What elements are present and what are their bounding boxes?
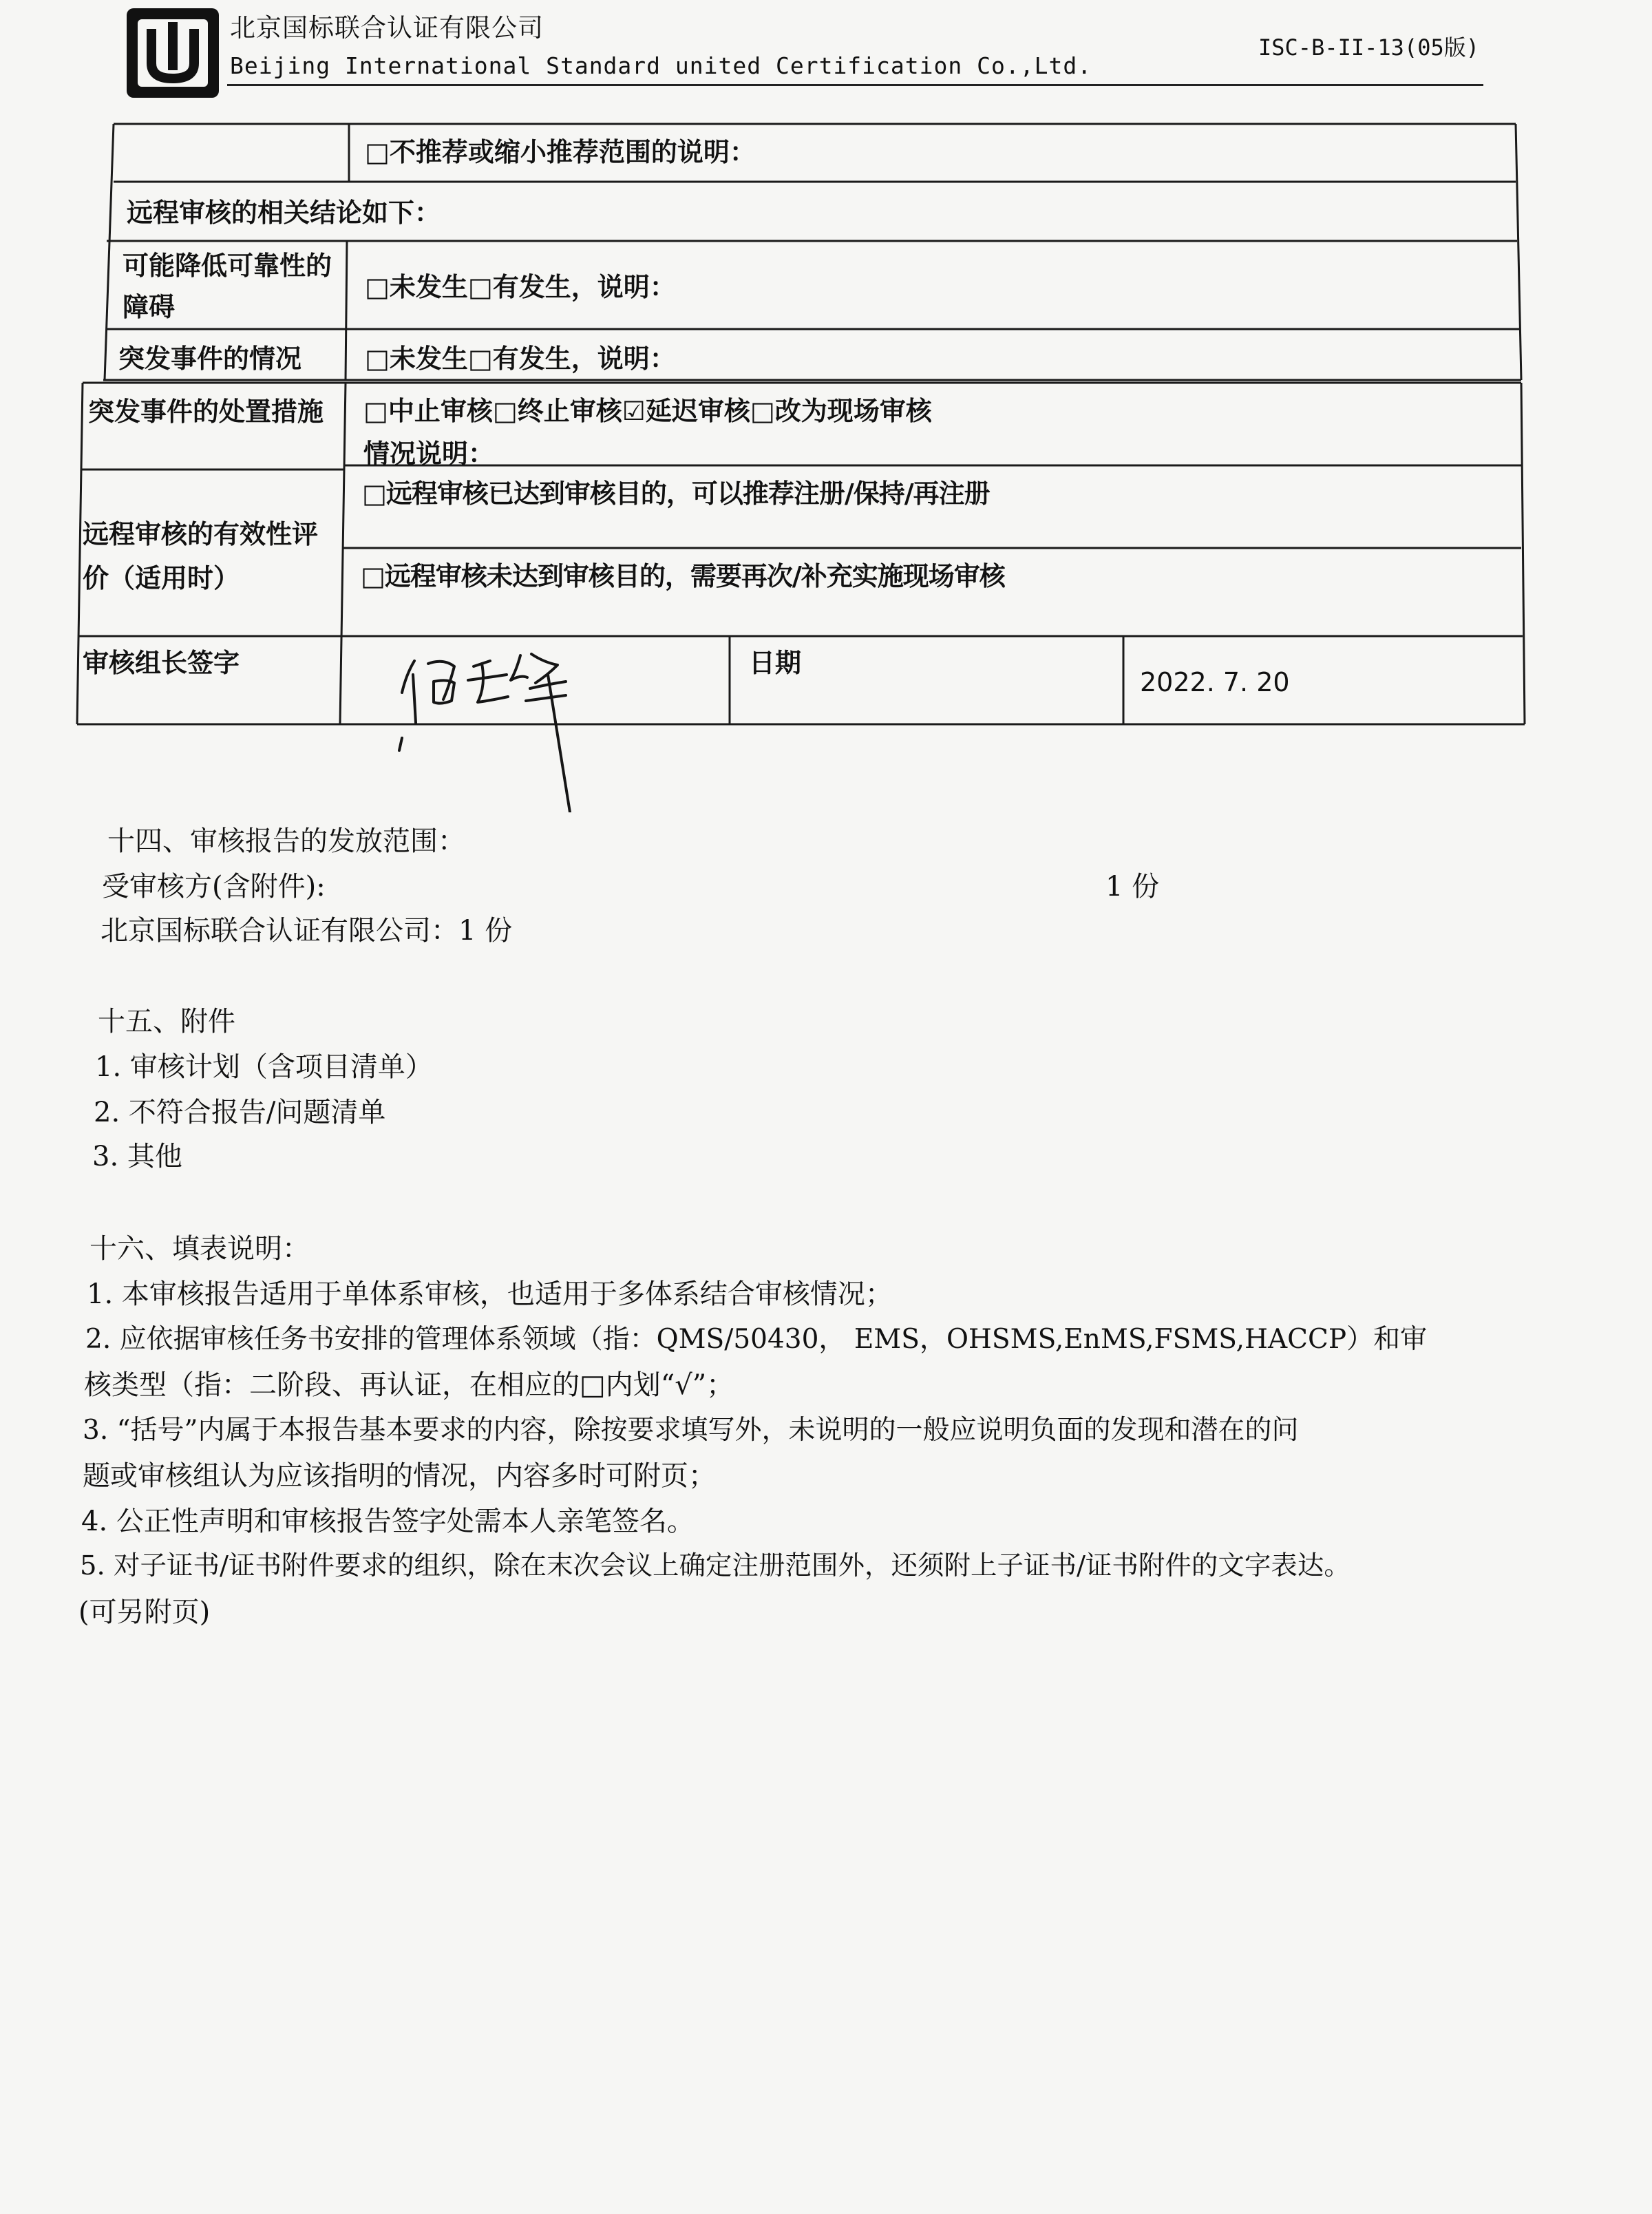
disposal-label: 突发事件的处置措施: [88, 397, 324, 427]
attachment-item: 1. 审核计划（含项目清单）: [95, 1051, 433, 1083]
company-name-en: Beijing International Standard united Certification Co.,Ltd.: [230, 52, 1092, 79]
company-logo-icon: [124, 6, 222, 101]
validity-option-1: □远程审核已达到审核目的，可以推荐注册/保持/再注册: [362, 478, 990, 509]
instruction-line: 2. 应依据审核任务书安排的管理体系领域（指：QMS/50430， EMS，OHSMS,EnMS,FSMS,HACCP）和审: [85, 1324, 1428, 1355]
instruction-line: 4. 公正性声明和审核报告签字处需本人亲笔签名。: [81, 1506, 695, 1537]
remote-conclusion-heading: 远程审核的相关结论如下：: [127, 198, 441, 228]
section14-title: 十四、审核报告的发放范围：: [107, 825, 465, 857]
reliability-label: 可能降低可靠性的障碍: [123, 251, 332, 322]
validity-option-2: □远程审核未达到审核目的，需要再次/补充实施现场审核: [361, 561, 1005, 591]
company-name-cn: 北京国标联合认证有限公司: [230, 13, 544, 43]
section15-title: 十五、附件: [98, 1006, 235, 1037]
leader-sign-label: 审核组长签字: [83, 648, 240, 678]
attachment-item: 3. 其他: [92, 1141, 182, 1172]
instruction-line: 3. “括号”内属于本报告基本要求的内容，除按要求填写外，未说明的一般应说明负面的发现和潜在的问: [83, 1415, 1299, 1446]
date-value: 2022. 7. 20: [1140, 667, 1290, 697]
instruction-line: 1. 本审核报告适用于单体系审核，也适用于多体系结合审核情况；: [87, 1278, 893, 1310]
date-label: 日期: [749, 648, 802, 678]
disposal-options: □中止审核□终止审核☑延迟审核□改为现场审核: [363, 396, 932, 426]
instruction-line: (可另附页): [78, 1596, 211, 1628]
instruction-line: 题或审核组认为应该指明的情况，内容多时可附页；: [83, 1460, 716, 1492]
section16-title: 十六、填表说明：: [89, 1233, 310, 1265]
emergency-label: 突发事件的情况: [118, 344, 302, 374]
section14-recipient-count: 1 份: [1105, 871, 1160, 903]
document-code: ISC-B-II-13(05版): [1258, 34, 1479, 61]
section14-recipient-label: 受审核方(含附件):: [102, 871, 326, 903]
instruction-line: 核类型（指：二阶段、再认证，在相应的□内划“√”；: [84, 1369, 734, 1401]
validity-label: 远程审核的有效性评价（适用时）: [83, 519, 319, 593]
attachment-item: 2. 不符合报告/问题清单: [94, 1097, 386, 1128]
section14-company-line: 北京国标联合认证有限公司：1 份: [100, 915, 513, 947]
handwritten-signature: [385, 647, 620, 812]
disposal-note: 情况说明：: [363, 439, 495, 469]
emergency-value: □未发生□有发生，说明：: [365, 344, 676, 374]
instruction-line: 5. 对子证书/证书附件要求的组织，除在末次会议上确定注册范围外，还须附上子证书/证书附件的文字表达。: [80, 1550, 1351, 1581]
reliability-value: □未发生□有发生，说明：: [365, 272, 676, 302]
not-recommend-option: □不推荐或缩小推荐范围的说明：: [365, 137, 756, 167]
header-rule: [227, 84, 1483, 86]
